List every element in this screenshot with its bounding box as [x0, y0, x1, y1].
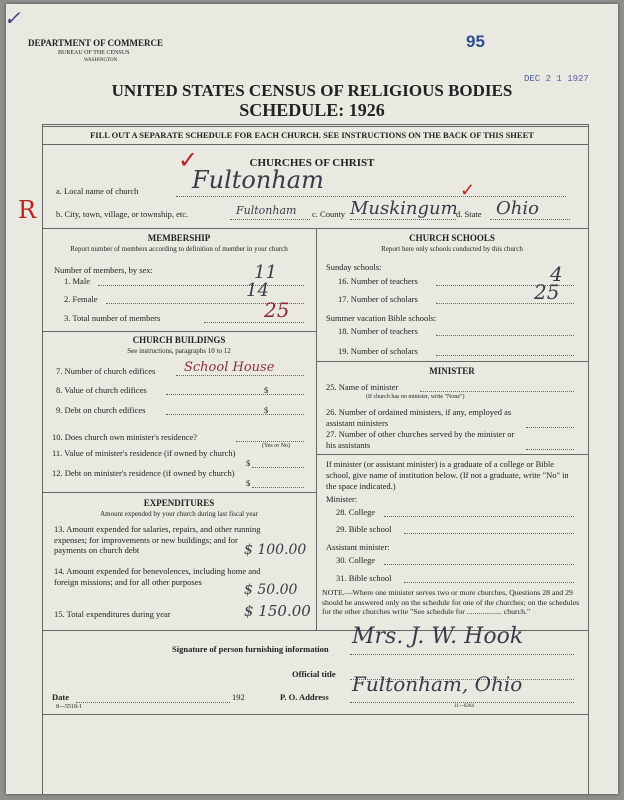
sunday-scholars-value[interactable]: 25 [534, 280, 560, 304]
minister-bible-school-label: 29. Bible school [336, 524, 392, 534]
print-number: 11—0264 [454, 704, 474, 709]
running-expenses-value[interactable]: $ 100.00 [244, 542, 307, 558]
check-mark-icon: ✓ [178, 148, 199, 174]
minister-education-label: Minister: [326, 494, 358, 504]
signature-value[interactable]: Mrs. J. W. Hook [352, 624, 524, 649]
ordained-ministers-label: 26. Number of ordained ministers, if any, employed as assistant ministers [326, 407, 512, 428]
summer-teachers-label: 18. Number of teachers [338, 326, 418, 336]
sunday-teachers-value[interactable]: 4 [550, 262, 563, 286]
female-value[interactable]: 14 [246, 280, 269, 301]
residence-value-label: 11. Value of minister's residence (if owned by church) [52, 448, 236, 458]
buildings-title: CHURCH BUILDINGS [132, 335, 226, 345]
city-value[interactable]: Fultonham [236, 204, 297, 217]
county-value[interactable]: Muskingum [350, 198, 458, 219]
assistant-bible-school-label: 31. Bible school [336, 573, 392, 583]
running-expenses-label: 13. Amount expended for salaries, repairs, and other running expenses; for improvements or new buildings; and for payments on church debt [54, 524, 261, 555]
official-title-label: Official title [292, 669, 336, 679]
denomination-title: CHURCHES OF CHRIST [249, 157, 375, 169]
membership-note: Report number of members according to definition of member in your church [70, 245, 288, 253]
church-name-label: a. Local name of church [56, 186, 139, 196]
summer-scholars-label: 19. Number of scholars [338, 346, 418, 356]
summer-schools-label: Summer vacation Bible schools: [326, 313, 437, 323]
form-number: 8—5518-1 [56, 704, 82, 710]
owns-residence-label: 10. Does church own minister's residence? [52, 432, 198, 442]
signature-label: Signature of person furnishing information [172, 644, 329, 654]
male-label: 1. Male [64, 276, 90, 286]
membership-title: MEMBERSHIP [147, 233, 211, 243]
male-value[interactable]: 11 [254, 262, 277, 283]
state-label: d. State [456, 209, 482, 219]
sunday-schools-label: Sunday schools: [326, 262, 382, 272]
edifices-number-label: 7. Number of church edifices [56, 366, 156, 376]
residence-debt-label: 12. Debt on minister's residence (if owned by church) [52, 468, 235, 478]
other-churches-label: 27. Number of other churches served by the minister or his assistants [326, 429, 515, 450]
date-label: Date [52, 692, 69, 702]
schools-note: Report here only schools conducted by this church [381, 245, 523, 253]
schedule-year: SCHEDULE: 1926 [239, 100, 385, 120]
department-name: DEPARTMENT OF COMMERCE [28, 38, 164, 48]
residence-debt-field[interactable]: $ [246, 478, 251, 488]
benevolences-label: 14. Amount expended for benevolences, including home and foreign missions; and for all other purposes [54, 566, 261, 587]
minister-name-label: 25. Name of minister [326, 382, 399, 392]
schedule-number: 95 [466, 32, 485, 51]
po-address-value[interactable]: Fultonham, Ohio [352, 672, 523, 696]
sunday-scholars-label: 17. Number of scholars [338, 294, 418, 304]
r-mark-icon: R [18, 196, 37, 224]
minister-name-note: (If church has no minister, write "None") [366, 394, 465, 400]
state-value[interactable]: Ohio [496, 198, 539, 219]
city-label: b. City, town, village, or township, etc. [56, 209, 189, 219]
schools-title: CHURCH SCHOOLS [409, 233, 495, 243]
female-label: 2. Female [64, 294, 98, 304]
instruction-line: FILL OUT A SEPARATE SCHEDULE FOR EACH CHURCH. SEE INSTRUCTIONS ON THE BACK OF THIS SHEET [90, 130, 534, 140]
buildings-note: See instructions, paragraphs 10 to 12 [127, 347, 231, 355]
total-members-label: 3. Total number of members [64, 313, 161, 323]
assistant-college-label: 30. College [336, 555, 376, 565]
form-title: UNITED STATES CENSUS OF RELIGIOUS BODIES [111, 81, 513, 100]
total-members-value[interactable]: 25 [264, 298, 290, 322]
received-date-stamp: DEC 2 1 1927 [524, 74, 589, 84]
corner-check-mark: ✓ [4, 6, 21, 30]
minister-title: MINISTER [429, 366, 475, 376]
graduate-note: If minister (or assistant minister) is a graduate of a college or Bible school, give name of institution below. (If not a graduate, write "No" in the space indicated.) [326, 459, 569, 491]
sunday-teachers-label: 16. Number of teachers [338, 276, 418, 286]
county-label: c. County [312, 209, 346, 219]
bureau-name: BUREAU OF THE CENSUS [58, 50, 130, 56]
membership-intro: Number of members, by sex: [54, 265, 153, 275]
edifices-debt-field[interactable]: $ [264, 405, 269, 415]
minister-college-label: 28. College [336, 507, 376, 517]
edifices-number-value[interactable]: School House [184, 360, 275, 375]
edifices-debt-label: 9. Debt on church edifices [56, 405, 146, 415]
total-expenditures-label: 15. Total expenditures during year [54, 609, 171, 619]
yes-no-note: (Yes or No) [262, 443, 291, 449]
expenditures-note: Amount expended by your church during last fiscal year [100, 510, 258, 518]
expenditures-title: EXPENDITURES [143, 498, 215, 508]
residence-value-field[interactable]: $ [246, 458, 251, 468]
year-field: 192 [232, 692, 245, 702]
census-schedule-sheet [6, 4, 618, 794]
assistant-education-label: Assistant minister: [326, 542, 390, 552]
bureau-city: WASHINGTON [84, 58, 118, 63]
edifices-value-label: 8. Value of church edifices [56, 385, 147, 395]
total-expenditures-value[interactable]: $ 150.00 [244, 602, 311, 620]
benevolences-value[interactable]: $ 50.00 [244, 582, 298, 598]
minister-footnote: NOTE.—Where one minister serves two or more churches, Questions 28 and 29 should be answered only on the schedule for one of the churches; on the schedules for the other churches write "See schedule for .................. church." [322, 588, 580, 616]
church-name-value[interactable]: Fultonham [192, 166, 324, 194]
edifices-value-field[interactable]: $ [264, 385, 269, 395]
check-mark-icon: ✓ [460, 180, 476, 200]
po-address-label: P. O. Address [280, 692, 329, 702]
